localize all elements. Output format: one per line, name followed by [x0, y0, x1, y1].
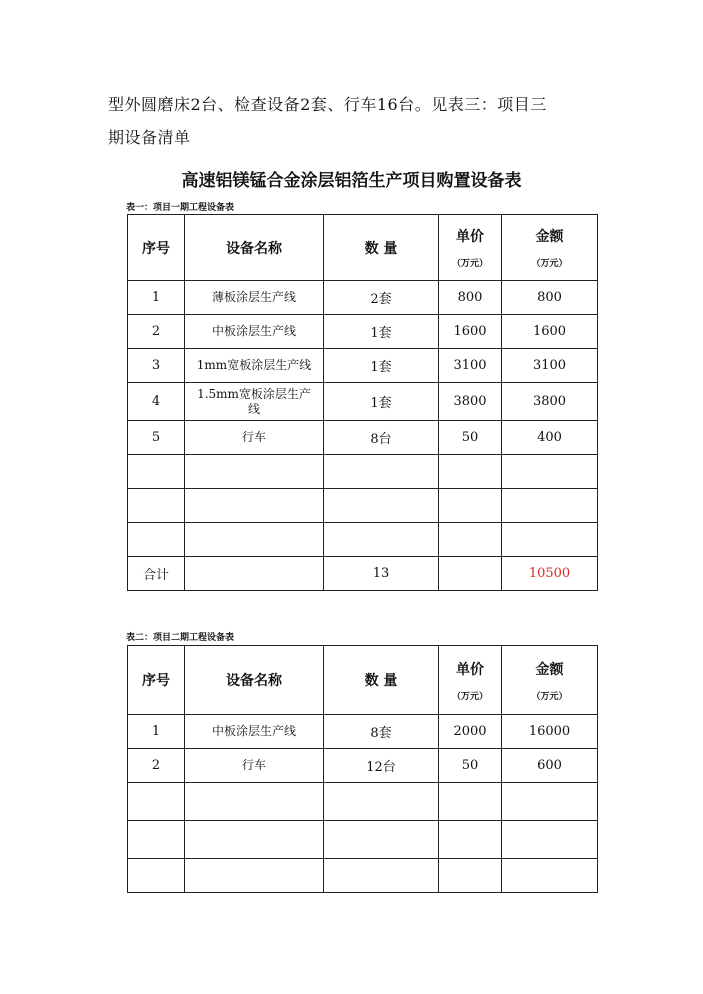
cell-name: 1.5mm宽板涂层生产线: [185, 383, 324, 421]
header-amount-label: 金额: [535, 661, 564, 678]
cell-unit-price: 2000: [439, 715, 502, 749]
cell-name: 薄板涂层生产线: [185, 281, 324, 315]
cell-index: 4: [128, 383, 185, 421]
cell-unit-price: 50: [439, 749, 502, 783]
table-row-empty: [128, 783, 598, 821]
cell-amount: 3100: [502, 349, 598, 383]
header-unit-price-label: 单价: [456, 661, 484, 678]
header-amount-unit: （万元）: [531, 691, 568, 702]
table-header-row: [128, 646, 598, 715]
table-row-empty: [128, 489, 598, 523]
table-row-empty: [128, 455, 598, 489]
header-unit-price: [439, 646, 502, 715]
total-amount: 10500: [502, 557, 598, 591]
header-unit-price-unit: （万元）: [451, 259, 488, 269]
equipment-table-phase2: [127, 645, 598, 893]
cell-index: 2: [128, 315, 185, 349]
cell-amount: 16000: [502, 715, 598, 749]
table-row: [128, 349, 598, 383]
total-quantity: 13: [324, 557, 439, 591]
table-row: [128, 281, 598, 315]
cell-amount: 400: [502, 421, 598, 455]
header-unit-price-label: 单价: [456, 229, 484, 245]
cell-index: 5: [128, 421, 185, 455]
cell-amount: 1600: [502, 315, 598, 349]
cell-unit-price: 800: [439, 281, 502, 315]
header-name: 设备名称: [185, 215, 324, 281]
cell-name: 中板涂层生产线: [185, 315, 324, 349]
header-amount-unit: （万元）: [531, 259, 568, 269]
cell-quantity: 1套: [324, 315, 439, 349]
intro-line: 期设备清单: [108, 128, 191, 147]
cell-quantity: 1套: [324, 383, 439, 421]
header-unit-price-unit: （万元）: [451, 691, 488, 702]
table-row-empty: [128, 821, 598, 859]
table1-caption: 表一：项目一期工程设备表: [126, 203, 235, 213]
total-label: 合计: [128, 557, 185, 591]
cell-quantity: 2套: [324, 281, 439, 315]
total-row: [128, 557, 598, 591]
cell-index: 1: [128, 715, 185, 749]
table2-caption: 表二：项目二期工程设备表: [126, 633, 235, 643]
document-title: 高速铝镁锰合金涂层铝箔生产项目购置设备表: [181, 171, 522, 191]
header-quantity: 数 量: [324, 646, 439, 715]
table-row: [128, 749, 598, 783]
equipment-table-phase1: [127, 214, 598, 591]
intro-line: 型外圆磨床2台、检查设备2套、行车16台。见表三：项目三: [108, 95, 547, 114]
table-row-empty: [128, 859, 598, 893]
cell-name: 行车: [185, 749, 324, 783]
header-amount: [502, 215, 598, 281]
cell-unit-price: 50: [439, 421, 502, 455]
cell-index: 3: [128, 349, 185, 383]
table-row: [128, 383, 598, 421]
cell-quantity: 8套: [324, 715, 439, 749]
cell-quantity: 12台: [324, 749, 439, 783]
table-row-empty: [128, 523, 598, 557]
cell-amount: 600: [502, 749, 598, 783]
cell-name: 行车: [185, 421, 324, 455]
cell-unit-price: 3800: [439, 383, 502, 421]
header-name: 设备名称: [185, 646, 324, 715]
table-row: [128, 315, 598, 349]
cell-unit-price: 3100: [439, 349, 502, 383]
header-amount: [502, 646, 598, 715]
cell-quantity: 8台: [324, 421, 439, 455]
header-unit-price: [439, 215, 502, 281]
cell-amount: 3800: [502, 383, 598, 421]
intro-paragraph: [108, 88, 628, 154]
cell-name: 中板涂层生产线: [185, 715, 324, 749]
table-row: [128, 421, 598, 455]
header-index: 序号: [128, 215, 185, 281]
cell-unit-price: 1600: [439, 315, 502, 349]
cell-name: 1mm宽板涂层生产线: [185, 349, 324, 383]
cell-quantity: 1套: [324, 349, 439, 383]
cell-amount: 800: [502, 281, 598, 315]
table-row: [128, 715, 598, 749]
table-header-row: [128, 215, 598, 281]
header-amount-label: 金额: [535, 229, 564, 245]
header-index: 序号: [128, 646, 185, 715]
header-quantity: 数 量: [324, 215, 439, 281]
cell-index: 1: [128, 281, 185, 315]
cell-index: 2: [128, 749, 185, 783]
